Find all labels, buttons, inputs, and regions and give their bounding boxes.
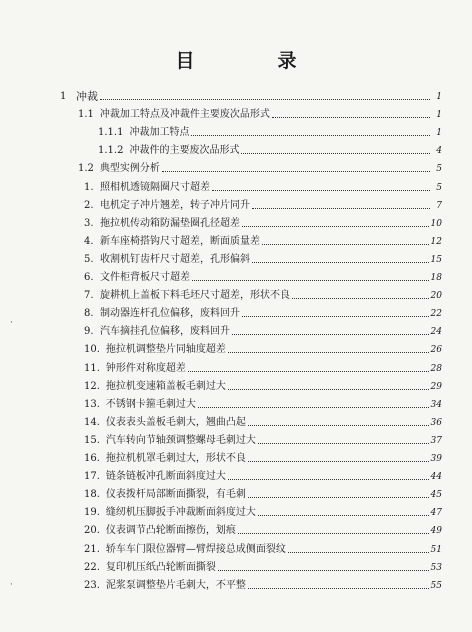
toc-entry-number: 2. xyxy=(84,199,94,211)
toc-entry xyxy=(84,214,442,230)
toc-page-number: 24 xyxy=(430,327,442,338)
toc-entry-title: 文件柜背板尺寸超差 xyxy=(100,272,190,283)
toc-entry xyxy=(84,322,442,338)
toc-leader-dots xyxy=(162,171,430,172)
toc-entry-number: 1.1.2 xyxy=(98,145,124,157)
toc-leader-dots xyxy=(238,533,429,534)
toc-entry-title: 钟形件对称度超差 xyxy=(105,362,186,374)
toc-entry xyxy=(84,196,442,212)
toc-entry-title: 仪表调节凸轮断面擦伤，划痕 xyxy=(105,525,236,537)
toc-leader-dots xyxy=(241,153,430,154)
toc-entry xyxy=(84,359,442,375)
toc-entry xyxy=(84,250,442,266)
toc-page-number: 22 xyxy=(430,309,442,320)
toc-leader-dots xyxy=(288,552,429,553)
toc-page-number: 34 xyxy=(430,399,442,410)
toc-entry-title: 冲裁件的主要废次品形式 xyxy=(129,145,240,157)
toc-entry-number: 6. xyxy=(84,272,94,283)
toc-leader-dots xyxy=(212,190,430,191)
toc-entry-title: 汽车转向节轴颈调整螺母毛刺过大 xyxy=(105,434,256,446)
toc-page-number: 18 xyxy=(430,273,442,283)
toc-leader-dots xyxy=(258,515,429,516)
toc-entry xyxy=(84,467,442,483)
toc-page-number: 53 xyxy=(430,562,442,573)
toc-leader-dots xyxy=(242,226,429,227)
toc-entry-title: 制动器连杆孔位偏移，废料回升 xyxy=(100,308,240,320)
toc-entry-number: 8. xyxy=(84,308,94,320)
toc-entry xyxy=(84,540,442,556)
toc-entry-number: 21. xyxy=(84,543,100,555)
toc-entry xyxy=(78,105,442,121)
toc-entry xyxy=(84,304,442,320)
toc-entry-number: 1.2 xyxy=(78,163,94,175)
toc-entry-number: 1.1.1 xyxy=(98,127,124,139)
toc-entry-number: 16. xyxy=(84,453,100,464)
toc-leader-dots xyxy=(258,443,429,444)
toc-entry xyxy=(78,159,442,175)
toc-entry-title: 拖拉机调整垫片同轴度超差 xyxy=(105,344,226,356)
toc-entry xyxy=(84,286,442,302)
toc-entry xyxy=(84,340,442,356)
toc-leader-dots xyxy=(248,461,429,462)
toc-page-number: 37 xyxy=(430,435,442,446)
toc-page-number: 12 xyxy=(430,236,442,247)
margin-mark: · xyxy=(10,318,13,328)
toc-entry-title: 拖拉机变速箱盖板毛刺过大 xyxy=(105,380,226,392)
toc-leader-dots xyxy=(248,425,429,426)
toc-page-number: 10 xyxy=(430,218,442,229)
toc-page-number: 4 xyxy=(436,146,442,157)
toc-entry-number: 1.1 xyxy=(78,109,94,121)
toc-entry xyxy=(84,178,442,194)
toc-entry-number: 11. xyxy=(84,362,100,374)
toc-entry-title: 链条链板冲孔断面斜度过大 xyxy=(105,471,226,483)
toc-entry-title: 冲裁加工特点 xyxy=(129,127,190,139)
toc-entry-title: 照相机透镜隔圈尺寸超差 xyxy=(100,181,210,193)
toc-page-number: 5 xyxy=(436,164,442,175)
toc-entry-number: 10. xyxy=(84,344,100,356)
toc-leader-dots xyxy=(188,371,429,372)
toc-entry-number: 5. xyxy=(84,253,94,265)
toc-entry-number: 12. xyxy=(84,380,100,392)
toc-entry xyxy=(98,141,442,157)
toc-leader-dots xyxy=(191,135,430,136)
toc-leader-dots xyxy=(198,407,429,408)
toc-entry-number: 4. xyxy=(84,235,94,247)
toc-entry-number: 22. xyxy=(84,561,100,573)
toc-page-number: 49 xyxy=(430,526,442,537)
toc-entry xyxy=(84,558,442,574)
toc-leader-dots xyxy=(228,389,429,390)
toc-page-number: 15 xyxy=(430,254,442,265)
toc-entry xyxy=(84,232,442,248)
toc-leader-dots xyxy=(252,208,430,209)
toc-leader-dots xyxy=(262,244,429,245)
toc-entry-title: 汽车摘挂孔位偏移，废料回升 xyxy=(100,326,230,338)
toc-page-number: 55 xyxy=(430,580,442,591)
toc-entry-title: 泥浆泵调整垫片毛刺大，不平整 xyxy=(105,579,246,591)
toc-page-number: 26 xyxy=(430,345,442,356)
toc-entry xyxy=(84,576,442,592)
toc-leader-dots xyxy=(228,352,429,353)
toc-page-number: 39 xyxy=(430,454,442,464)
toc-entry-number: 13. xyxy=(84,398,100,410)
toc-page-number: 36 xyxy=(430,417,442,428)
toc-page-number: 45 xyxy=(430,490,442,501)
toc-entry-title: 缝纫机压脚扳手冲裁断面斜度过大 xyxy=(105,507,256,519)
toc-entry-number: 17. xyxy=(84,471,100,483)
toc-entry-number: 7. xyxy=(84,290,94,302)
toc-entry-number: 19. xyxy=(84,507,100,519)
toc-entry xyxy=(84,377,442,393)
toc-page-number: 44 xyxy=(430,472,442,483)
toc-page-number: 1 xyxy=(436,128,442,139)
toc-entry-number: 14. xyxy=(84,416,100,428)
toc-entry-number: 1 xyxy=(60,91,67,102)
toc-entry-title: 冲裁 xyxy=(76,90,98,103)
toc-entry xyxy=(84,395,442,411)
toc-page-number: 7 xyxy=(436,200,442,211)
toc-entry xyxy=(60,87,442,103)
toc-leader-dots xyxy=(192,280,429,281)
toc-entry-title: 收割机钉齿杆尺寸超差，孔形偏斜 xyxy=(100,253,250,265)
toc-leader-dots xyxy=(218,570,429,571)
toc-entry xyxy=(84,521,442,537)
toc-leader-dots xyxy=(248,497,429,498)
toc-page-number: 20 xyxy=(430,291,442,302)
toc-entry xyxy=(84,268,442,284)
toc-entry-number: 20. xyxy=(84,525,100,537)
toc-entry-title: 仪表表头盖板毛刺大，翘曲凸起 xyxy=(105,416,246,428)
toc-entry xyxy=(84,431,442,447)
toc-entry-number: 9. xyxy=(84,326,94,338)
toc-entry-title: 轿车车门限位器臂—臂焊接总成侧面裂纹 xyxy=(105,543,286,555)
toc-entry-title: 电机定子冲片翘差，转子冲片同升 xyxy=(100,199,250,211)
toc-leader-dots xyxy=(272,117,430,118)
toc-entry-title: 不锈钢卡箍毛刺过大 xyxy=(105,398,196,410)
margin-mark: · xyxy=(10,580,13,590)
toc-entry-title: 冲裁加工特点及冲裁件主要废次品形式 xyxy=(99,109,270,121)
toc-page-number: 1 xyxy=(436,110,442,121)
toc-entry-title: 仪表拨杆局部断面撕裂，有毛刺 xyxy=(105,489,246,501)
toc-page-number: 51 xyxy=(430,544,442,555)
toc-entry-number: 1. xyxy=(84,181,94,193)
toc-leader-dots xyxy=(252,262,429,263)
toc-leader-dots xyxy=(292,298,429,299)
toc-entry-title: 典型实例分析 xyxy=(99,163,160,175)
toc-leader-dots xyxy=(228,479,429,480)
toc-entry-number: 3. xyxy=(84,217,94,229)
toc-leader-dots xyxy=(248,588,429,589)
toc-leader-dots xyxy=(100,99,430,100)
toc-entry-number: 15. xyxy=(84,434,100,446)
toc-entry-title: 旋耕机上盖板下料毛坯尺寸超差，形状不良 xyxy=(100,290,290,302)
toc-entry-title: 拖拉机传动箱防漏垫圈孔径超差 xyxy=(100,217,240,229)
toc-leader-dots xyxy=(242,316,429,317)
toc-entry xyxy=(84,503,442,519)
toc-entry xyxy=(84,485,442,501)
toc-entry-title: 新车座椅搭钩尺寸超差，断面质量差 xyxy=(100,235,260,247)
toc-page-number: 29 xyxy=(430,381,442,392)
toc-entry-title: 拖拉机机罩毛刺过大，形状不良 xyxy=(105,453,246,464)
toc-entry-title: 复印机压纸凸轮断面撕裂 xyxy=(105,561,216,573)
toc-page-number: 5 xyxy=(436,182,442,193)
toc-entry xyxy=(84,413,442,429)
toc-entry-number: 18. xyxy=(84,489,100,501)
toc-entry xyxy=(84,449,442,465)
toc-page-number: 47 xyxy=(430,508,442,519)
toc-page-number: 28 xyxy=(430,363,442,374)
toc-entry-number: 23. xyxy=(84,579,100,591)
toc-entry xyxy=(98,123,442,139)
page-title: 目 录 xyxy=(175,50,329,72)
toc-page-number: 1 xyxy=(436,92,442,102)
toc-leader-dots xyxy=(232,334,429,335)
